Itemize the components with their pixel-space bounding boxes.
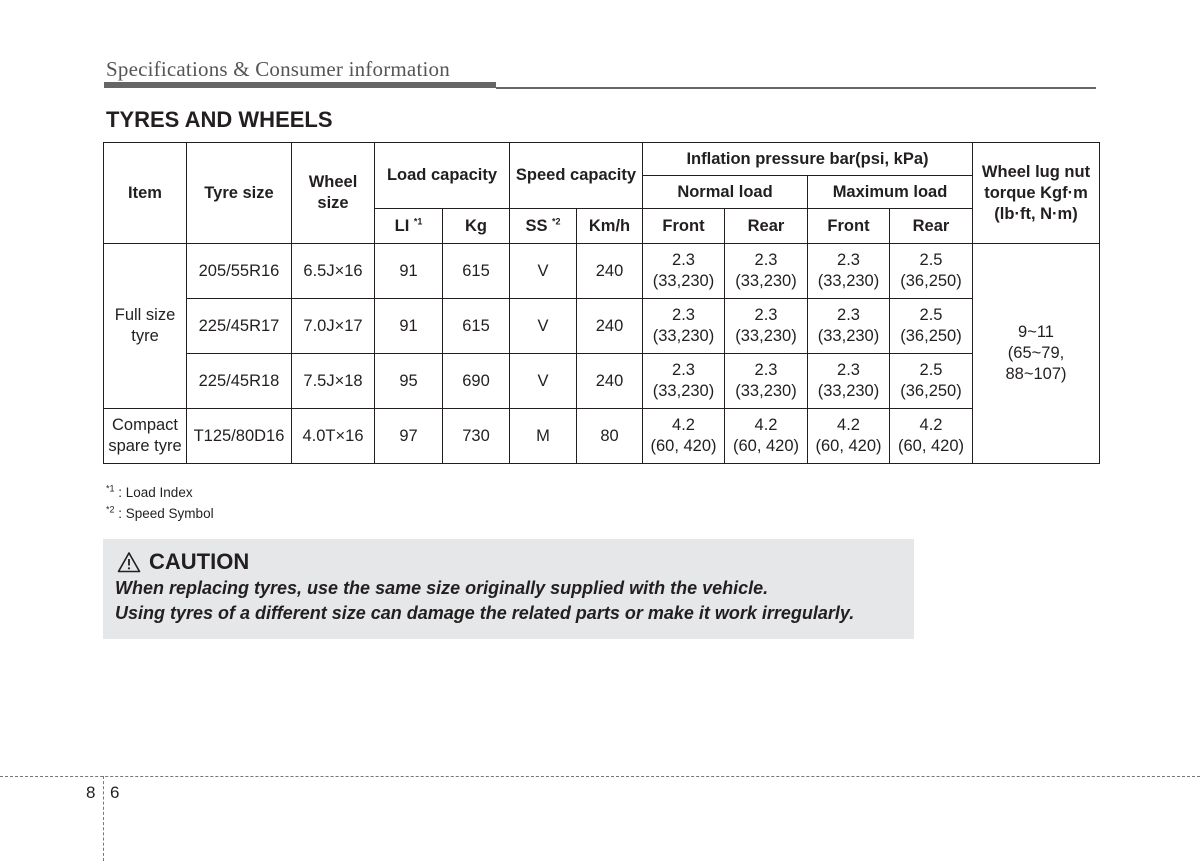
header-front-max: Front xyxy=(808,209,890,244)
pressure-bar: 2.3 xyxy=(837,306,860,324)
header-lug-nut xyxy=(973,143,1100,244)
cell-ss: M xyxy=(510,409,577,464)
footnotes xyxy=(106,482,214,524)
pressure-psi-kpa: (33,230) xyxy=(735,272,797,290)
pressure-psi-kpa: (60, 420) xyxy=(897,437,965,455)
cell-max-front xyxy=(808,244,890,299)
cell-max-front xyxy=(808,354,890,409)
cell-ss: V xyxy=(510,299,577,354)
cell-kmh: 240 xyxy=(577,354,643,409)
pressure-bar: 4.2 xyxy=(754,416,778,434)
group-full-size-label: Full size tyre xyxy=(114,306,176,345)
pressure-bar: 2.3 xyxy=(672,361,695,379)
header-ss-label: SS xyxy=(525,216,553,235)
header-lug-nut-label: Wheel lug nut torque Kgf·m (lb·ft, N·m) xyxy=(981,162,1091,223)
pressure-bar: 4.2 xyxy=(919,416,943,434)
header-normal-load: Normal load xyxy=(643,176,808,209)
cell-normal-front xyxy=(643,299,725,354)
header-wheel-size xyxy=(292,143,375,244)
group-compact-label: Compact spare tyre xyxy=(108,416,182,455)
cell-kmh: 240 xyxy=(577,244,643,299)
cell-kg: 615 xyxy=(443,299,510,354)
header-bar xyxy=(104,82,496,88)
pressure-psi-kpa: (33,230) xyxy=(817,327,880,345)
cell-normal-front xyxy=(643,244,725,299)
cell-li: 97 xyxy=(375,409,443,464)
table-row xyxy=(104,244,1100,299)
pressure-bar: 2.3 xyxy=(837,361,860,379)
footer-divider xyxy=(0,776,1200,777)
cell-normal-rear xyxy=(725,409,808,464)
cell-wheel: 7.0J×17 xyxy=(292,299,375,354)
header-kg: Kg xyxy=(443,209,510,244)
pressure-bar: 2.3 xyxy=(672,306,695,324)
footnote-load-index xyxy=(106,482,214,503)
cell-max-rear xyxy=(890,409,973,464)
pressure-psi-kpa: (36,250) xyxy=(900,382,962,400)
cell-ss: V xyxy=(510,244,577,299)
cell-tyre: 205/55R16 xyxy=(187,244,292,299)
header-rule xyxy=(496,87,1096,89)
cell-normal-front xyxy=(643,409,725,464)
pressure-bar: 4.2 xyxy=(837,416,860,434)
torque-kgfm: 9~11 xyxy=(1018,323,1054,341)
pressure-psi-kpa: (36,250) xyxy=(900,272,962,290)
pressure-psi-kpa: (33,230) xyxy=(817,382,880,400)
pressure-bar: 2.3 xyxy=(754,306,778,324)
pressure-bar: 2.5 xyxy=(919,361,943,379)
pressure-psi-kpa: (33,230) xyxy=(652,382,715,400)
caution-box xyxy=(103,539,914,639)
warning-triangle-icon xyxy=(117,551,141,573)
pressure-bar: 2.3 xyxy=(754,251,778,269)
pressure-psi-kpa: (33,230) xyxy=(652,327,715,345)
header-li xyxy=(375,209,443,244)
pressure-psi-kpa: (33,230) xyxy=(735,327,797,345)
caution-heading xyxy=(117,549,249,575)
header-rear-max: Rear xyxy=(890,209,973,244)
cell-wheel: 7.5J×18 xyxy=(292,354,375,409)
cell-kg: 690 xyxy=(443,354,510,409)
cell-tyre: 225/45R18 xyxy=(187,354,292,409)
header-ss xyxy=(510,209,577,244)
header-li-mark: *1 xyxy=(413,216,423,226)
cell-wheel: 6.5J×16 xyxy=(292,244,375,299)
pressure-bar: 4.2 xyxy=(672,416,695,434)
pressure-psi-kpa: (33,230) xyxy=(652,272,715,290)
header-ss-mark: *2 xyxy=(552,216,561,226)
caution-title: CAUTION xyxy=(149,549,250,574)
header-load-capacity: Load capacity xyxy=(375,143,510,209)
header-rear-normal: Rear xyxy=(725,209,808,244)
pressure-bar: 2.5 xyxy=(919,251,943,269)
cell-li: 95 xyxy=(375,354,443,409)
torque-nm: 88~107) xyxy=(1005,365,1067,383)
cell-max-front xyxy=(808,409,890,464)
cell-tyre: T125/80D16 xyxy=(187,409,292,464)
header-front-normal: Front xyxy=(643,209,725,244)
cell-tyre: 225/45R17 xyxy=(187,299,292,354)
cell-normal-rear xyxy=(725,244,808,299)
pressure-psi-kpa: (60, 420) xyxy=(650,437,717,455)
cell-kg: 730 xyxy=(443,409,510,464)
table-row xyxy=(104,299,1100,354)
header-wheel-size-label: Wheel size xyxy=(308,173,358,212)
cell-li: 91 xyxy=(375,299,443,354)
caution-text-line-1: When replacing tyres, use the same size originally supplied with the vehicle. xyxy=(115,578,769,598)
page-header-title: Specifications & Consumer information xyxy=(106,57,450,81)
cell-torque xyxy=(973,244,1100,464)
cell-wheel: 4.0T×16 xyxy=(292,409,375,464)
footnote-2-text: : Speed Symbol xyxy=(114,506,214,521)
page-chapter-number: 8 xyxy=(86,783,96,802)
pressure-bar: 2.3 xyxy=(837,251,860,269)
header-item: Item xyxy=(104,143,187,244)
cell-max-rear xyxy=(890,354,973,409)
pressure-bar: 2.5 xyxy=(919,306,943,324)
cell-ss: V xyxy=(510,354,577,409)
footer-vertical-divider xyxy=(103,776,104,861)
caution-text-line-2: Using tyres of a different size can damage the related parts or make it work irregularly. xyxy=(115,603,855,623)
cell-kg: 615 xyxy=(443,244,510,299)
cell-max-rear xyxy=(890,244,973,299)
pressure-bar: 2.3 xyxy=(672,251,695,269)
cell-normal-rear xyxy=(725,354,808,409)
pressure-psi-kpa: (33,230) xyxy=(817,272,880,290)
group-compact xyxy=(104,409,187,464)
pressure-psi-kpa: (33,230) xyxy=(735,382,797,400)
footnote-1-mark: *1 xyxy=(106,483,115,494)
cell-li: 91 xyxy=(375,244,443,299)
header-tyre-size: Tyre size xyxy=(187,143,292,244)
pressure-psi-kpa: (60, 420) xyxy=(815,437,882,455)
group-full-size xyxy=(104,244,187,409)
pressure-psi-kpa: (36,250) xyxy=(900,327,962,345)
header-inflation: Inflation pressure bar(psi, kPa) xyxy=(643,143,973,176)
cell-kmh: 80 xyxy=(577,409,643,464)
header-li-label: LI xyxy=(394,216,414,235)
cell-max-front xyxy=(808,299,890,354)
table-row xyxy=(104,354,1100,409)
torque-lbft: (65~79, xyxy=(1007,344,1065,362)
pressure-bar: 2.3 xyxy=(754,361,778,379)
cell-kmh: 240 xyxy=(577,299,643,354)
cell-normal-rear xyxy=(725,299,808,354)
section-title: TYRES AND WHEELS xyxy=(106,107,333,132)
table-row xyxy=(104,409,1100,464)
pressure-psi-kpa: (60, 420) xyxy=(732,437,800,455)
footnote-1-text: : Load Index xyxy=(114,485,193,500)
tyres-wheels-table xyxy=(103,142,1100,464)
cell-max-rear xyxy=(890,299,973,354)
footnote-2-mark: *2 xyxy=(106,504,115,515)
page-number: 6 xyxy=(110,783,120,802)
header-maximum-load: Maximum load xyxy=(808,176,973,209)
header-kmh: Km/h xyxy=(577,209,643,244)
header-speed-capacity: Speed capacity xyxy=(510,143,643,209)
footnote-speed-symbol xyxy=(106,503,214,524)
cell-normal-front xyxy=(643,354,725,409)
